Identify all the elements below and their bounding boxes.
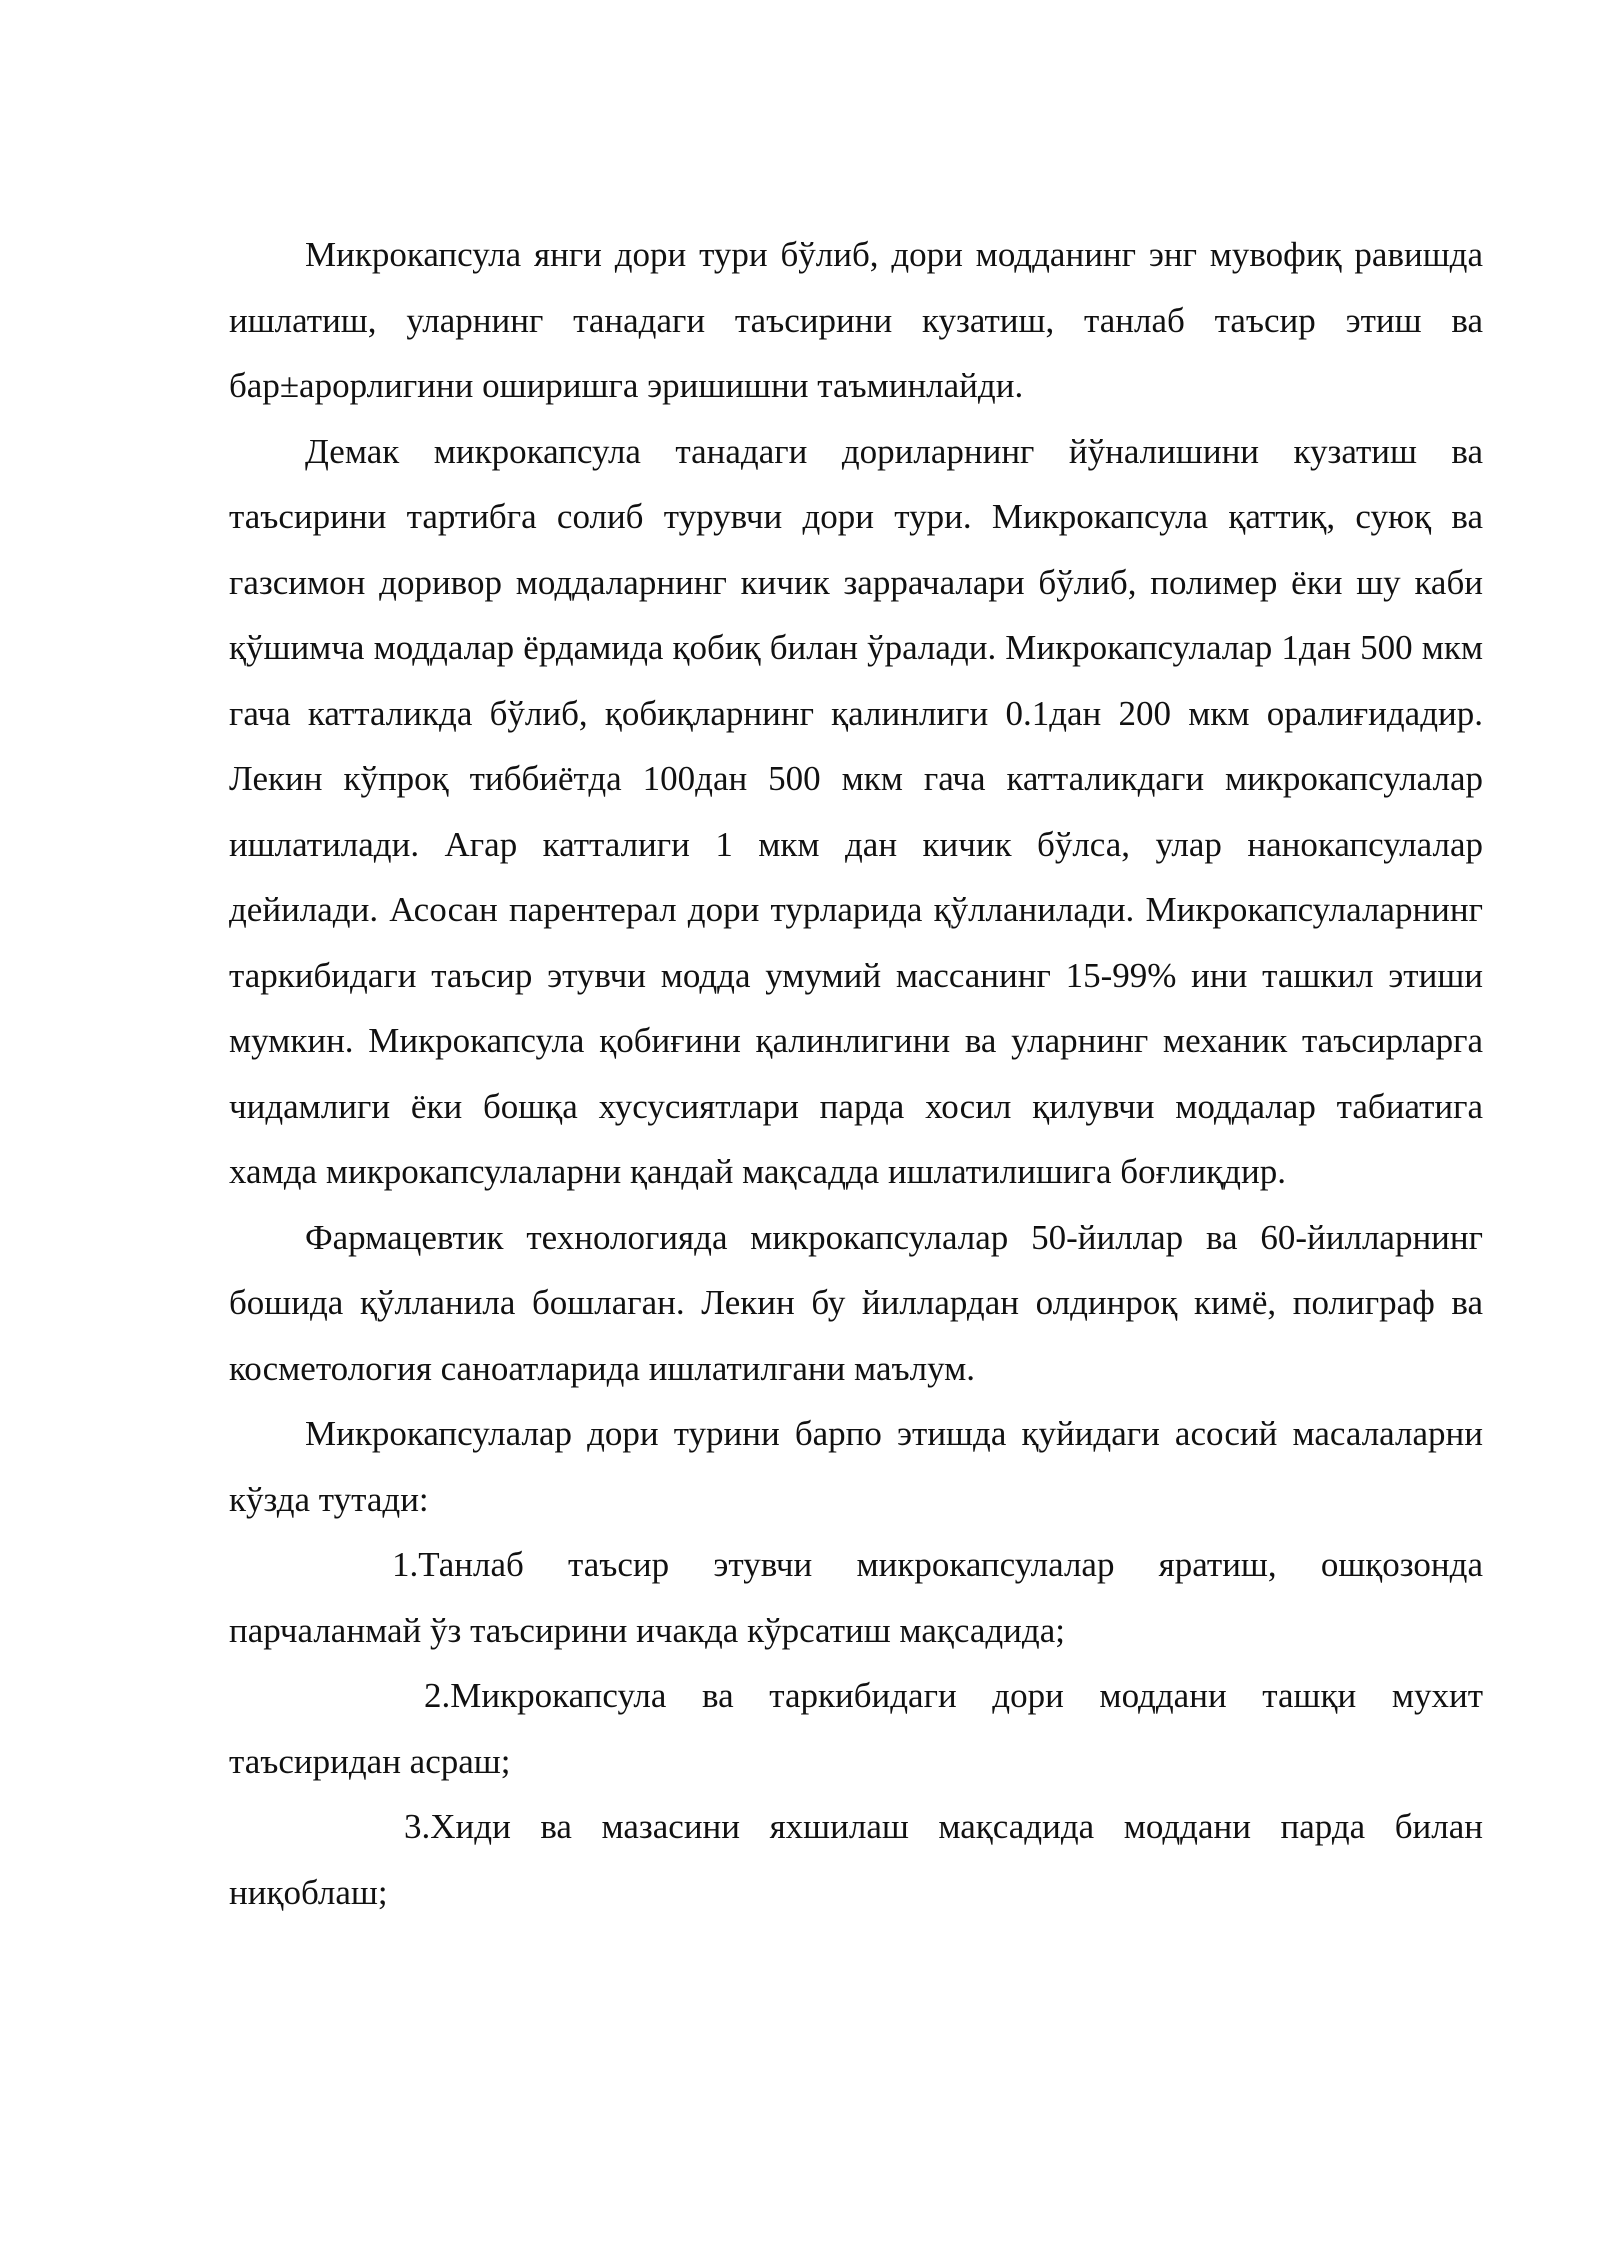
paragraph-3: Фармацевтик технологияда микрокапсулалар 50-йиллар ва 60-йилларнинг бошида қўлланила бошлаган. Лекин бу йиллардан олдинроқ кимё, полиграф ва косметология саноатларида ишлатилгани маълум. xyxy=(229,1217,1483,1388)
list-item-3: 3.Хиди ва мазасини яхшилаш мақсадида моддани парда билан ниқоблаш; xyxy=(229,1807,1483,1912)
list-item-1: 1.Танлаб таъсир этувчи микрокапсулалар яратиш, ошқозонда парчаланмай ўз таъсирини ичакда кўрсатиш мақсадида; xyxy=(229,1545,1483,1650)
document-body xyxy=(229,222,1483,1925)
list-item-2: 2.Микрокапсула ва таркибидаги дори моддани ташқи мухит таъсиридан асраш; xyxy=(229,1676,1483,1781)
paragraph-1: Микрокапсула янги дори тури бўлиб, дори модданинг энг мувофиқ равишда ишлатиш, уларнинг танадаги таъсирини кузатиш, танлаб таъсир этиш ва бар±арорлигини оширишга эришишни таъминлайди. xyxy=(229,235,1483,405)
paragraph-4: Микрокапсулалар дори турини барпо этишда қуйидаги асосий масалаларни кўзда тутади: xyxy=(229,1414,1483,1519)
paragraph-2: Демак микрокапсула танадаги дориларнинг йўналишини кузатиш ва таъсирини тартибга солиб турувчи дори тури. Микрокапсула қаттиқ, суюқ ва газсимон доривор моддаларнинг кичик заррачалари бўлиб, полимер ёки шу каби қўшимча моддалар ёрдамида қобиқ билан ўралади. Микрокапсулалар 1дан 500 мкм гача катталикда бўлиб, қобиқларнинг қалинлиги 0.1дан 200 мкм оралиғидадир. Лекин кўпроқ тиббиётда 100дан 500 мкм гача катталикдаги микрокапсулалар ишлатилади. Агар катталиги 1 мкм дан кичик бўлса, улар нанокапсулалар дейилади. Асосан парентерал дори турларида қўлланилади. Микрокапсулаларнинг таркибидаги таъсир этувчи модда умумий массанинг 15-99% ини ташкил этиши мумкин. Микрокапсула қобиғини қалинлигини ва уларнинг механик таъсирларга чидамлиги ёки бошқа хусусиятлари парда хосил қилувчи моддалар табиатига хамда микрокапсулаларни қандай мақсадда ишлатилишига боғлиқдир. xyxy=(229,431,1483,1191)
